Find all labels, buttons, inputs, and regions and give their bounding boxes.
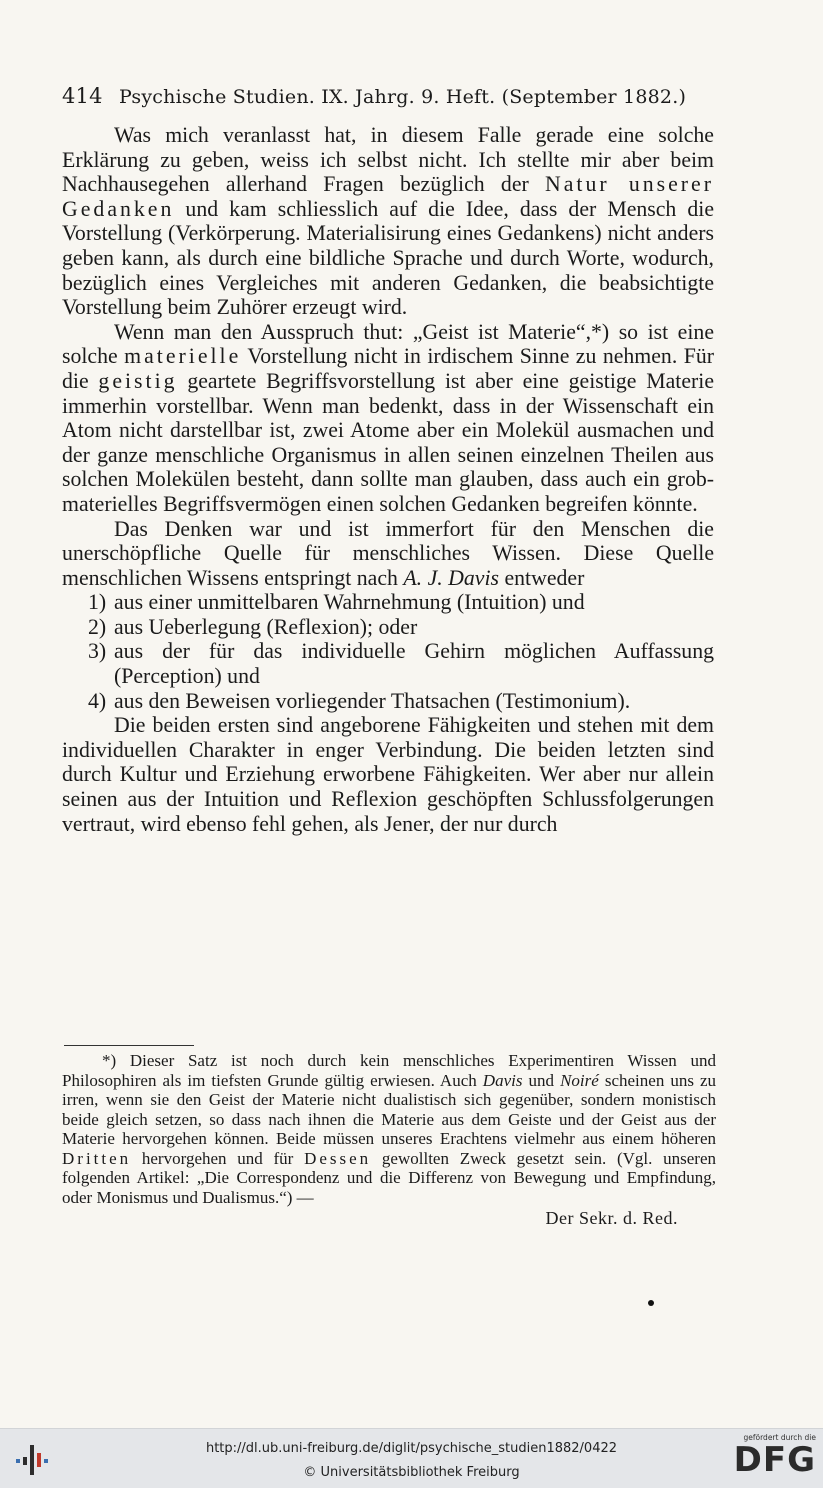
paragraph-3-text-a: Das Denken war und ist immerfort für den Menschen die unerschöpfliche Quelle für menschliches Wissen. Diese Quelle menschlichen Wissens entspringt nach — [62, 516, 714, 590]
emphasis-spaced: Dritten — [62, 1148, 132, 1168]
list-text: aus der für das individuelle Gehirn möglichen Auffassung (Perception) und — [114, 639, 714, 689]
paragraph-1 — [62, 123, 714, 320]
footnote-text-b: und — [528, 1070, 555, 1090]
list-number: 1) — [88, 590, 107, 615]
footnote-text-d: hervorgehen und für — [141, 1148, 294, 1168]
list-item — [62, 689, 714, 714]
paragraph-3-text-b: entweder — [504, 565, 585, 590]
list-text: aus einer unmittelbaren Wahrnehmung (Intuition) und — [114, 590, 585, 615]
running-title: Psychische Studien. IX. Jahrg. 9. Heft. (September 1882.) — [118, 86, 687, 108]
emphasis-spaced: Dessen — [304, 1148, 372, 1168]
list-text: aus den Beweisen vorliegender Thatsachen (Testimonium). — [114, 688, 631, 713]
ink-dot — [648, 1300, 654, 1306]
footnote-text-c: scheinen uns zu irren, wenn sie den Geist der Materie nicht dualistisch sich gegenüber, sondern monistisch beide gleich setzen, so dass nach ihnen die Materie aus dem Geiste und der Geist aus der Materie hervorgehen können. Beide müssen unseres Erachtens vielmehr aus einem höheren — [62, 1070, 717, 1148]
emphasis-spaced: Natur unserer Gedanken — [62, 172, 714, 221]
footer-bar — [0, 1428, 823, 1488]
dfg-tagline: gefördert durch die — [743, 1433, 816, 1442]
paragraph-2 — [62, 320, 714, 517]
running-header — [62, 84, 722, 108]
list-text: aus Ueberlegung (Reflexion); oder — [114, 614, 418, 639]
paragraph-2-text-a: Wenn man den Ausspruch thut: „Geist ist Materie“,*) so ist eine solche — [62, 319, 714, 369]
paragraph-3 — [62, 517, 714, 591]
paragraph-2-text-c: geartete Begriffsvorstellung ist aber eine geistige Materie immerhin vorstellbar. Wenn man bedenkt, dass in der Wissenschaft ein Atom nicht darstellbar ist, zwei Atome aber ein Molekül ausmachen und der ganze menschliche Organismus in allen seinen einzelnen Theilen aus solchen Molekülen besteht, dann sollte man glauben, dass auch ein grob-materielles Begriffsvermögen einen solchen Gedanken begreifen könnte. — [62, 368, 715, 516]
footnote-divider — [64, 1045, 194, 1046]
footnote-name-noire: Noiré — [560, 1070, 599, 1090]
footnote-text-e: gewollten Zweck gesetzt sein. (Vgl. unseren folgenden Artikel: „Die Correspondenz und die Differenz von Bewegung und Empfindung, oder Monismus und Dualismus.“) — — [62, 1148, 716, 1207]
footnote — [62, 1051, 716, 1229]
page-number: 414 — [62, 84, 103, 108]
footer-url[interactable]: http://dl.ub.uni-freiburg.de/diglit/psychische_studien1882/0422 — [205, 1441, 618, 1456]
list-item — [62, 639, 714, 688]
dfg-logo — [726, 1433, 816, 1485]
list-number: 2) — [88, 614, 107, 639]
numbered-list — [62, 590, 714, 713]
paragraph-2-text-b: Vorstellung nicht in irdischem Sinne zu nehmen. Für die — [62, 344, 714, 393]
paragraph-1-text: Was mich veranlasst hat, in diesem Falle gerade eine solche Erklärung zu geben, weiss ich selbst nicht. Ich stellte mir aber beim Nachhausegehen allerhand Fragen bezüglich der — [62, 123, 714, 197]
paragraph-4: Die beiden ersten sind angeborene Fähigkeiten und stehen mit dem individuellen Charakter in enger Verbindung. Die beiden letzten sind durch Kultur und Erziehung erworbene Fähigkeiten. Wer aber nur allein seinen aus der Intuition und Reflexion geschöpften Schlussfolgerungen vertraut, wird ebenso fehl gehen, als Jener, der nur durch — [62, 713, 714, 836]
footnote-signature: Der Sekr. d. Red. — [545, 1208, 678, 1228]
emphasis-spaced: materielle — [124, 344, 242, 369]
body-text — [62, 123, 714, 836]
author-name: A. J. Davis — [403, 565, 499, 590]
list-number: 3) — [88, 639, 107, 664]
dfg-wordmark: DFG — [733, 1440, 816, 1480]
footnote-text-a: *) Dieser Satz ist noch durch kein menschliches Experimentiren Wissen und Philosophiren als im tiefsten Grunde gültig erwiesen. Auch — [62, 1051, 716, 1090]
list-item — [62, 590, 714, 615]
emphasis-spaced: geistig — [98, 368, 178, 393]
footnote-text — [62, 1051, 716, 1207]
footnote-name-davis: Davis — [482, 1070, 523, 1090]
list-item — [62, 615, 714, 640]
paragraph-1-rest: und kam schliesslich auf die Idee, dass der Mensch die Vorstellung (Verkörperung. Materialisirung eines Gedankens) nicht anders geben kann, als durch eine bildliche Sprache und durch Worte, wodurch, bezüglich eines Vergleiches mit anderen Gedanken, die beabsichtigte Vorstellung beim Zuhörer erzeugt wird. — [62, 196, 715, 320]
list-number: 4) — [88, 688, 107, 713]
footer-copyright: © Universitätsbibliothek Freiburg — [303, 1465, 520, 1480]
